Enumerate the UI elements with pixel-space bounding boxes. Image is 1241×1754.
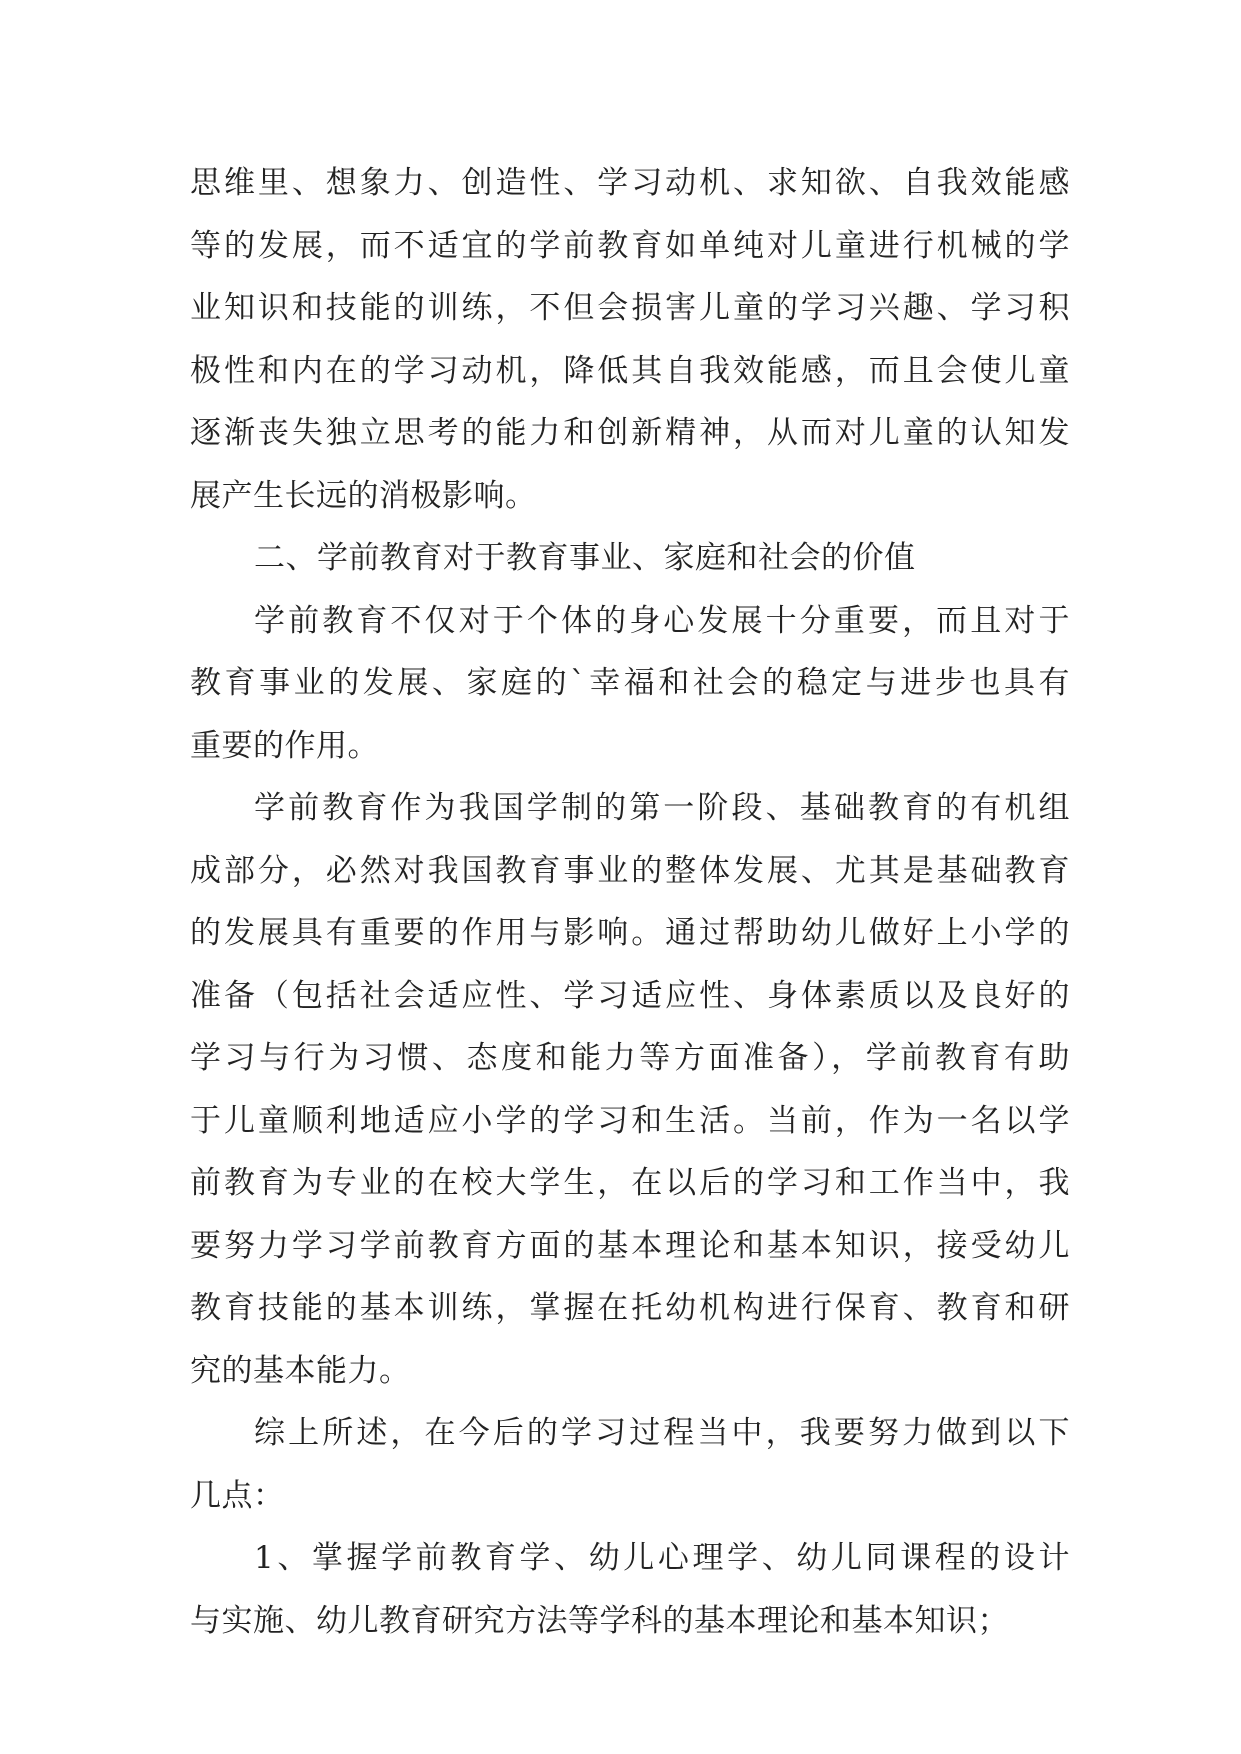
paragraph xyxy=(190,777,1070,1402)
text-line: 等的发展，而不适宜的学前教育如单纯对儿童进行机械的学 xyxy=(190,227,1070,264)
text-line: 思维里、想象力、创造性、学习动机、求知欲、自我效能感 xyxy=(190,165,1070,201)
text-line: 与实施、幼儿教育研究方法等学科的基本理论和基本知识； xyxy=(190,1602,1009,1639)
text-line: 究的基本能力。 xyxy=(190,1352,411,1389)
text-line: 教育事业的发展、家庭的`幸福和社会的稳定与进步也具有 xyxy=(190,665,1070,701)
text-line: 综上所述，在今后的学习过程当中，我要努力做到以下 xyxy=(254,1415,1070,1451)
text-line: 几点： xyxy=(190,1477,285,1514)
text-line: 重要的作用。 xyxy=(190,727,379,764)
text-line: 二、学前教育对于教育事业、家庭和社会的价值 xyxy=(254,540,916,576)
text-line: 的发展具有重要的作用与影响。通过帮助幼儿做好上小学的 xyxy=(190,915,1070,951)
text-line: 1、掌握学前教育学、幼儿心理学、幼儿同课程的设计 xyxy=(254,1540,1070,1576)
text-line: 极性和内在的学习动机，降低其自我效能感，而且会使儿童 xyxy=(190,352,1070,389)
paragraph xyxy=(190,152,1070,527)
text-line: 逐渐丧失独立思考的能力和创新精神，从而对儿童的认知发 xyxy=(190,415,1070,451)
paragraph xyxy=(190,590,1070,778)
paragraph xyxy=(190,1527,1070,1652)
text-line: 学前教育作为我国学制的第一阶段、基础教育的有机组 xyxy=(254,790,1070,826)
paragraph xyxy=(190,1402,1070,1527)
text-line: 成部分，必然对我国教育事业的整体发展、尤其是基础教育 xyxy=(190,852,1070,889)
text-line: 教育技能的基本训练，掌握在托幼机构进行保育、教育和研 xyxy=(190,1290,1070,1326)
text-line: 准备（包括社会适应性、学习适应性、身体素质以及良好的 xyxy=(190,977,1070,1014)
text-line: 要努力学习学前教育方面的基本理论和基本知识，接受幼儿 xyxy=(190,1227,1070,1264)
document-body xyxy=(190,152,1070,1652)
text-line: 前教育为专业的在校大学生，在以后的学习和工作当中，我 xyxy=(190,1165,1070,1201)
text-line: 于儿童顺利地适应小学的学习和生活。当前，作为一名以学 xyxy=(190,1102,1070,1139)
text-line: 展产生长远的消极影响。 xyxy=(190,477,537,514)
text-line: 学前教育不仅对于个体的身心发展十分重要，而且对于 xyxy=(254,602,1070,639)
text-line: 业知识和技能的训练，不但会损害儿童的学习兴趣、学习积 xyxy=(190,290,1070,326)
paragraph xyxy=(190,527,1070,590)
text-line: 学习与行为习惯、态度和能力等方面准备），学前教育有助 xyxy=(190,1040,1070,1076)
